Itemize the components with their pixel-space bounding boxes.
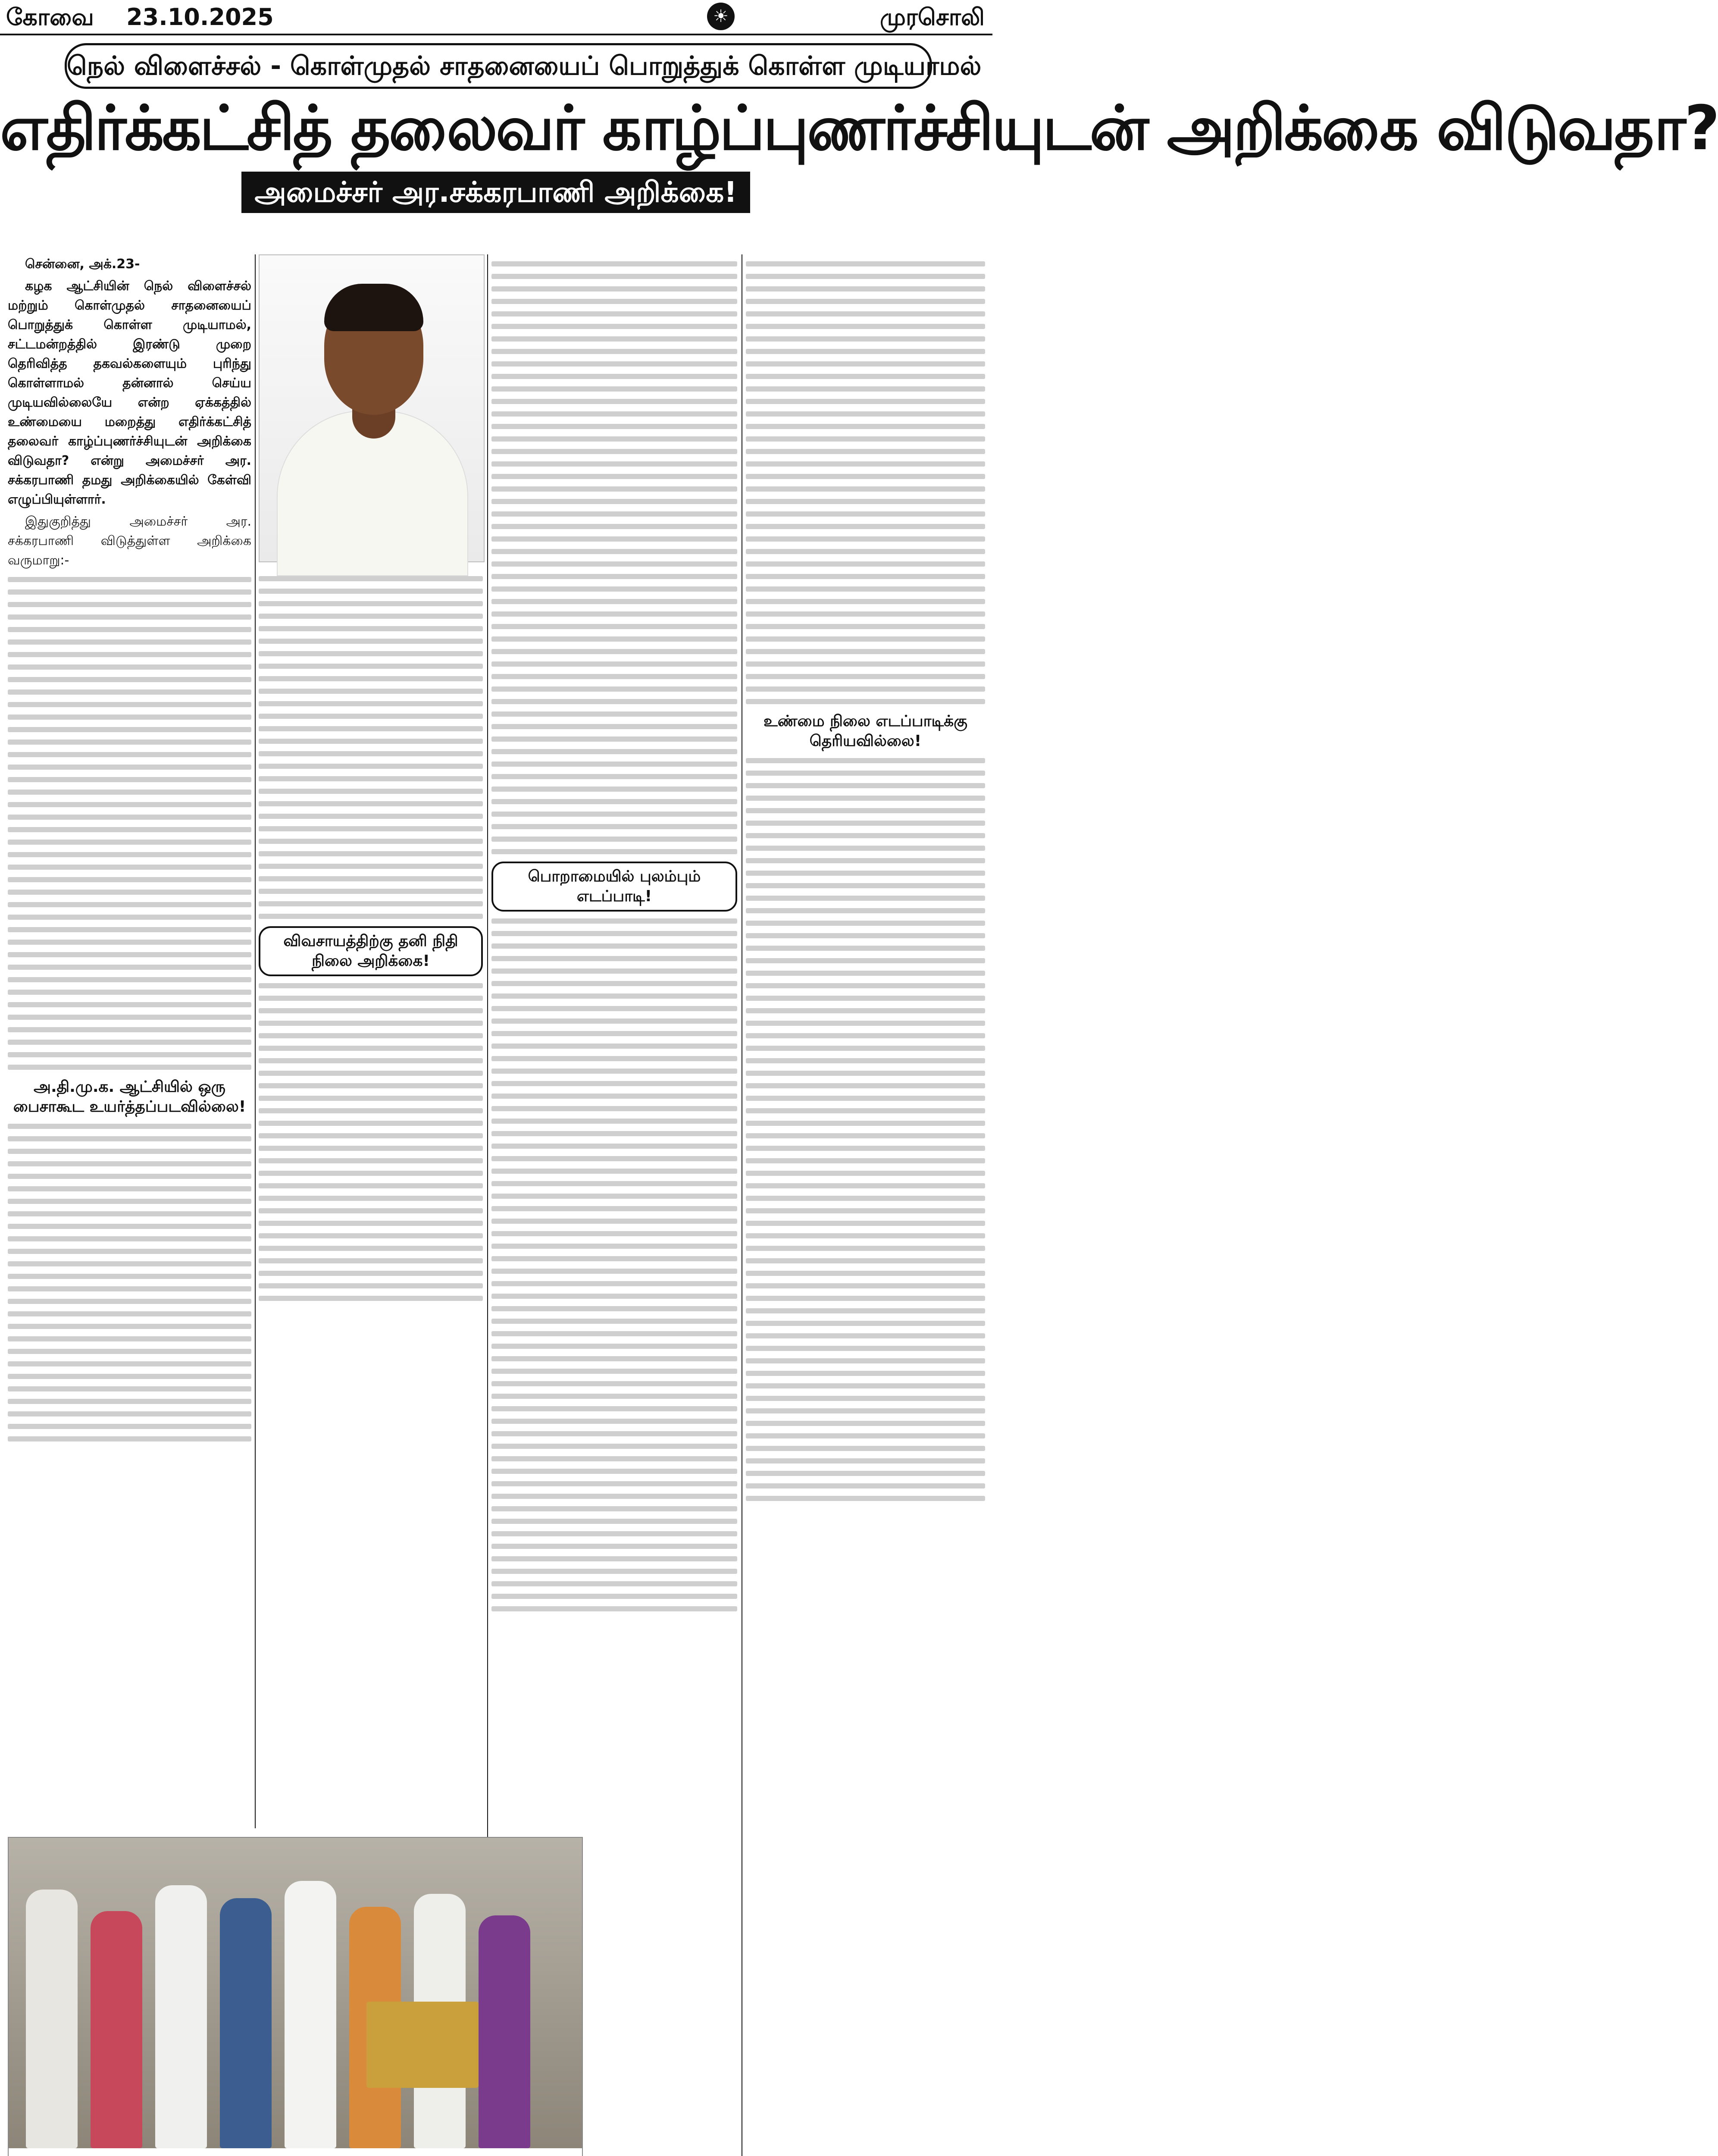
article-body-lines: [259, 983, 483, 1301]
article-body-lines: [491, 261, 737, 854]
section-subhead: விவசாயத்திற்கு தனி நிதி நிலை அறிக்கை!: [259, 926, 483, 976]
article-column-1: [8, 254, 251, 1828]
minister-portrait: [259, 254, 485, 562]
article-column-4: [746, 254, 985, 2156]
article-paragraph: இதுகுறித்து அமைச்சர் அர. சக்கரபாணி விடுத்துள்ள அறிக்கை வருமாறு:-: [8, 514, 251, 568]
article-body-lines: [8, 1124, 251, 1442]
portrait-hair: [324, 284, 423, 331]
masthead-city: கோவை: [6, 3, 94, 31]
article-body-lines: [746, 261, 985, 704]
section-subhead: பொறாமையில் புலம்பும் எடப்பாடி!: [491, 862, 737, 912]
event-photo: [8, 1837, 583, 2156]
masthead: [0, 0, 992, 35]
section-subhead: உண்மை நிலை எடப்பாடிக்கு தெரியவில்லை!: [764, 712, 967, 750]
headline-subline: அமைச்சர் அர.சக்கரபாணி அறிக்கை!: [241, 172, 750, 213]
photo-divider: [9, 2148, 582, 2156]
article-body-lines: [746, 758, 985, 1501]
event-photo-top: [9, 1838, 582, 2148]
main-headline: எதிர்க்கட்சித் தலைவர் காழ்ப்புணர்ச்சியுடன் அறிக்கை விடுவதா?: [0, 93, 1718, 164]
article-body-lines: [8, 577, 251, 1070]
column-rule: [255, 254, 256, 1828]
section-subhead: அ.தி.மு.க. ஆட்சியில் ஒரு பைசாகூட உயர்த்தப்படவில்லை!: [13, 1078, 246, 1116]
masthead-city-date: [6, 3, 274, 34]
rising-sun-emblem-icon: ☀: [707, 3, 735, 30]
article-column-2: [259, 569, 483, 1828]
article-dateline: சென்னை, அக்.23-: [25, 257, 140, 272]
article-body-lines: [259, 576, 483, 919]
headline-deck: நெல் விளைச்சல் - கொள்முதல் சாதனையைப் பொறுத்துக் கொள்ள முடியாமல்: [65, 43, 932, 89]
article-lead: கழக ஆட்சியின் நெல் விளைச்சல் மற்றும் கொள்முதல் சாதனையைப் பொறுத்துக் கொள்ள முடியாமல், சட்டமன்றத்தில் இரண்டு முறை தெரிவித்த தகவல்களையும் புரிந்து கொள்ளாமல் தன்னால் செய்ய முடியவில்லையே என்ற ஏக்கத்தில் உண்மையை மறைத்து எதிர்க்கட்சித் தலைவர் காழ்ப்புணர்ச்சியுடன் அறிக்கை விடுவதா? என்று அமைச்சர் அர. சக்கரபாணி தமது அறிக்கையில் கேள்வி எழுப்பியுள்ளார்.: [8, 279, 251, 507]
masthead-date: 23.10.2025: [126, 3, 274, 31]
article-body-lines: [491, 918, 737, 1611]
masthead-paper-name: முரசொலி: [880, 3, 985, 31]
